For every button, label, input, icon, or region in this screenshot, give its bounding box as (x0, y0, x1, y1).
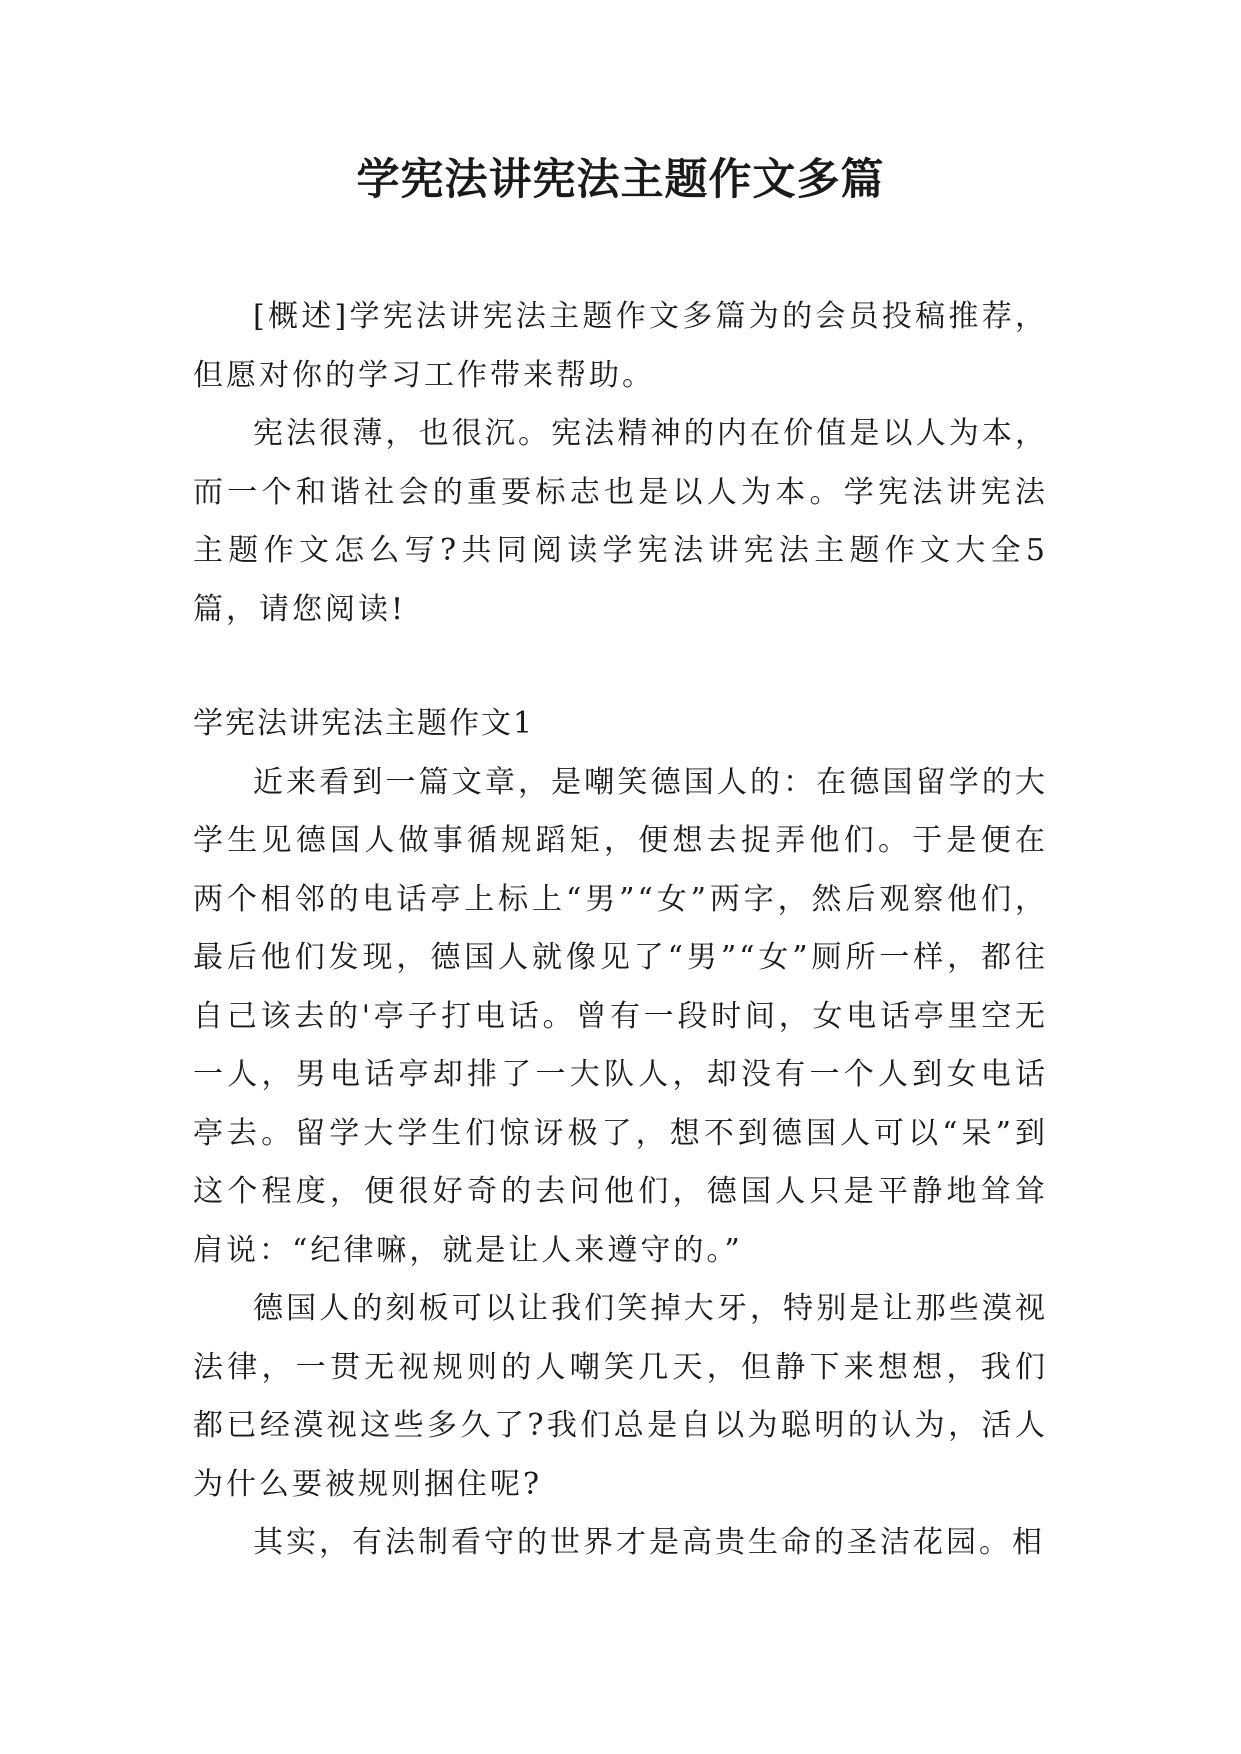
document-body (193, 288, 1048, 1573)
essay-1-paragraph-3: 其实，有法制看守的世界才是高贵生命的圣洁花园。相 (253, 1525, 1045, 1560)
essay-1-paragraph-2: 德国人的刻板可以让我们笑掉大牙，特别是让那些漠视法律，一贯无视规则的人嘲笑几天，但静下来想想，我们都已经漠视这些多久了?我们总是自以为聪明的认为，活人为什么要被规则捆住呢? (193, 1291, 1048, 1502)
intro-paragraph: 宪法很薄，也很沉。宪法精神的内在价值是以人为本，而一个和谐社会的重要标志也是以人为本。学宪法讲宪法主题作文怎么写?共同阅读学宪法讲宪法主题作文大全5篇，请您阅读! (193, 416, 1048, 627)
summary-paragraph: [概述]学宪法讲宪法主题作文多篇为的会员投稿推荐，但愿对你的学习工作带来帮助。 (193, 299, 1048, 393)
document-title: 学宪法讲宪法主题作文多篇 (356, 155, 885, 205)
essay-1-heading: 学宪法讲宪法主题作文1 (193, 706, 535, 741)
essay-1-paragraph-1: 近来看到一篇文章，是嘲笑德国人的：在德国留学的大学生见德国人做事循规蹈矩，便想去捉弄他们。于是便在两个相邻的电话亭上标上“男”“女”两字，然后观察他们，最后他们发现，德国人就像见了“男”“女”厕所一样，都往自己该去的'亭子打电话。曾有一段时间，女电话亭里空无一人，男电话亭却排了一大队人，却没有一个人到女电话亭去。留学大学生们惊讶极了，想不到德国人可以“呆”到这个程度，便很好奇的去问他们，德国人只是平静地耸耸肩说：“纪律嘛，就是让人来遵守的。” (193, 764, 1048, 1268)
